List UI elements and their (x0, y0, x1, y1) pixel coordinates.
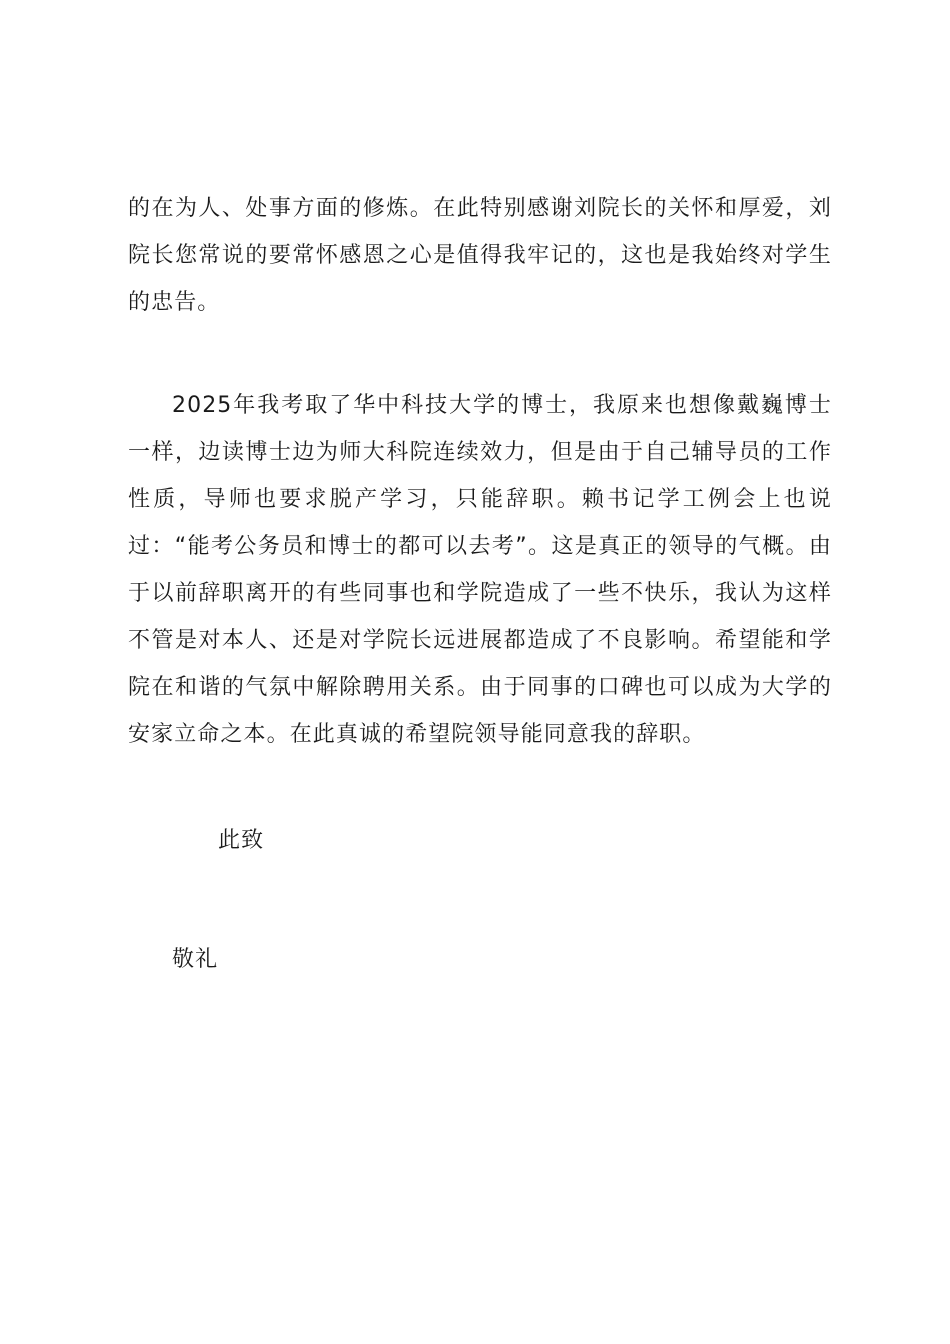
closing-regards: 敬礼 (172, 947, 219, 972)
letter-body (128, 185, 832, 983)
closing-salutation: 此致 (218, 828, 265, 853)
paragraph-gratitude: 的在为人、处事方面的修炼。在此特别感谢刘院长的关怀和厚爱，刘院长您常说的要常怀感恩之心是值得我牢记的，这也是我始终对学生的忠告。 (128, 196, 832, 315)
paragraph-resignation-reason: 2025年我考取了华中科技大学的博士，我原来也想像戴巍博士一样，边读博士边为师大科院连续效力，但是由于自己辅导员的工作性质，导师也要求脱产学习，只能辞职。赖书记学工例会上也说过：“能考公务员和博士的都可以去考”。这是真正的领导的气概。由于以前辞职离开的有些同事也和学院造成了一些不快乐，我认为这样不管是对本人、还是对学院长远进展都造成了不良影响。希望能和学院在和谐的气氛中解除聘用关系。由于同事的口碑也可以成为大学的安家立命之本。在此真诚的希望院领导能同意我的辞职。 (128, 393, 832, 747)
